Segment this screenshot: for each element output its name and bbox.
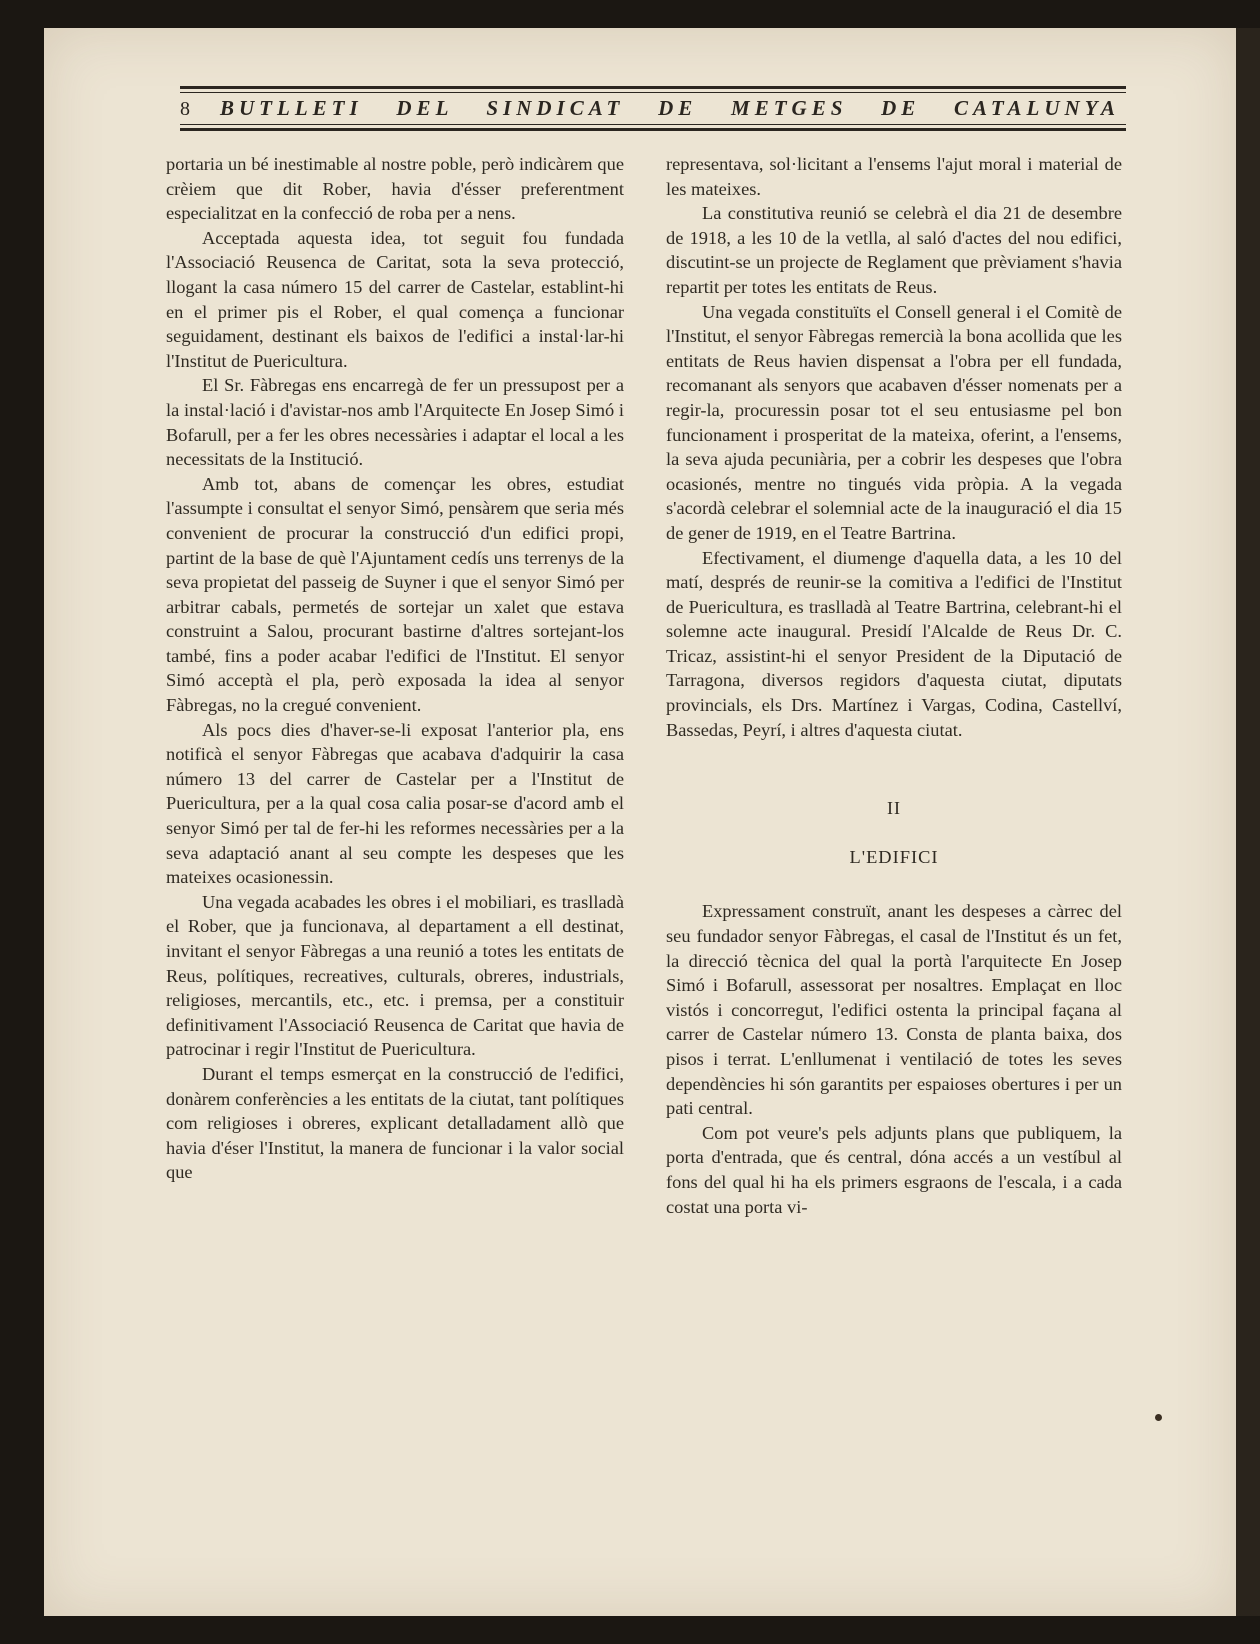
- header-rule: [180, 86, 1126, 89]
- paragraph: Acceptada aquesta idea, tot seguit fou fundada l'Associació Reusenca de Caritat, sota la seva protecció, llogant la casa número 15 del carrer de Castelar, establint-hi en el primer pis el Rober, el qual comença a funcionar seguidament, destinant els baixos de l'edifici a instal·lar-hi l'Institut de Puericultura.: [166, 227, 624, 371]
- paragraph: Una vegada acabades les obres i el mobiliari, es traslladà el Rober, que ja funcionava, al departament a ell destinat, invitant el senyor Fàbregas a una reunió a totes les entitats de Reus, polítiques, recreatives, culturals, obreres, industrials, religioses, mercantils, etc., etc. i premsa, per a constituir definitivament l'Associació Reusenca de Caritat que havia de patrocinar i regir l'Institut de Puericultura.: [166, 891, 624, 1060]
- paragraph: Efectivament, el diumenge d'aquella data, a les 10 del matí, després de reunir-se la comitiva a l'edifici de l'Institut de Puericultura, es traslladà al Teatre Bartrina, celebrant-hi el solemne acte inaugural. Presidí l'Alcalde de Reus Dr. C. Tricaz, assistint-hi el senyor President de la Diputació de Tarragona, diversos regidors d'aquesta ciutat, diputats provincials, els Drs. Martínez i Vargas, Codina, Castellví, Bassedas, Peyrí, i altres d'aquesta ciutat.: [666, 547, 1122, 740]
- paragraph: Als pocs dies d'haver-se-li exposat l'anterior pla, ens notificà el senyor Fàbregas que acabava d'adquirir la casa número 13 del carrer de Castelar per a l'Institut de Puericultura, per a la qual cosa calia posar-se d'acord amb el senyor Simó per tal de fer-hi les reformes necessàries per a la seva adaptació anant al seu compte les despeses que les mateixes ocasionessin.: [166, 719, 624, 888]
- paragraph: Una vegada constituïts el Consell general i el Comitè de l'Institut, el senyor Fàbregas remercià la bona acollida que les entitats de Reus havien dispensat a l'obra per ell fundada, recomanant als senyors que acabaven d'ésser nomenats per a regir-la, procuressin posar tot el seu entusiasme pel bon funcionament i prosperitat de la mateixa, oferint, a l'ensems, la seva ajuda pecuniària, per a cobrir les despeses que l'obra ocasionés, mentre no tingués vida pròpia. A la vegada s'acordà celebrar el solemnial acte de la inauguració el dia 15 de gener de 1919, en el Teatre Bartrina.: [666, 301, 1122, 543]
- running-title: BUTLLETI DEL SINDICAT DE METGES DE CATALUNYA: [220, 96, 1120, 120]
- running-header: [180, 86, 1126, 132]
- section-title: L'EDIFICI: [849, 846, 939, 867]
- left-column: [166, 152, 624, 1185]
- header-rule: [180, 124, 1126, 125]
- page-number: 8: [180, 98, 190, 120]
- ink-dot: [1155, 1414, 1162, 1421]
- paragraph: Com pot veure's pels adjunts plans que publiquem, la porta d'entrada, que és central, dóna accés a un vestíbul al fons del qual hi ha els primers esgraons de l'escala, i a cada costat una porta vi-: [666, 1122, 1122, 1217]
- paragraph: portaria un bé inestimable al nostre poble, però indicàrem que crèiem que dit Rober, havia d'ésser preferentment especialitzat en la confecció de roba per a nens.: [166, 154, 624, 224]
- header-rule: [180, 128, 1126, 131]
- paragraph: La constitutiva reunió se celebrà el dia 21 de desembre de 1918, a les 10 de la vetlla, al saló d'actes del nou edifici, discutint-se un projecte de Reglament que prèviament s'havia repartit per totes les entitats de Reus.: [666, 203, 1122, 297]
- paragraph: El Sr. Fàbregas ens encarregà de fer un pressupost per a la instal·lació i d'avistar-nos amb l'Arquitecte En Josep Simó i Bofarull, per a fer les obres necessàries i adaptar el local a les necessitats de la Institució.: [166, 375, 624, 470]
- paragraph: Durant el temps esmerçat en la construcció de l'edifici, donàrem conferències a les entitats de la ciutat, tant polítiques com religioses i obreres, explicant detalladament allò que havia d'éser l'Institut, la manera de funcionar i la valor social que: [166, 1063, 624, 1183]
- page-edge: [1236, 28, 1260, 1616]
- paragraph: Expressament construït, anant les despeses a càrrec del seu fundador senyor Fàbregas, el casal de l'Institut és un fet, la direcció tècnica del qual la portà l'arquitecte En Josep Simó i Bofarull, assessorat per nosaltres. Emplaçat en lloc vistós i concorregut, l'edifici ostenta la principal façana al carrer de Castelar número 13. Consta de planta baixa, dos pisos i terrat. L'enllumenat i ventilació de totes les seves dependències hi són garantits per espaioses obertures i per un pati central.: [666, 901, 1122, 1119]
- paragraph: representava, sol·licitant a l'ensems l'ajut moral i material de les mateixes.: [666, 154, 1122, 199]
- right-column: [666, 152, 1122, 1219]
- section-number: II: [887, 798, 901, 819]
- header-rule: [180, 92, 1126, 93]
- paragraph: Amb tot, abans de començar les obres, estudiat l'assumpte i consultat el senyor Simó, pensàrem que seria més convenient de procurar la construcció d'un edifici propi, partint de la base de què l'Ajuntament cedís uns terrenys de la seva propietat del passeig de Suyner i que el senyor Simó per arbitrar cabals, permetés de sortejar un xalet que estava construint a Salou, procurant bastirne d'altres sortejant-los també, fins a poder acabar l'edifici de l'Institut. El senyor Simó acceptà el pla, però exposada la idea al senyor Fàbregas, no la cregué convenient.: [166, 473, 624, 716]
